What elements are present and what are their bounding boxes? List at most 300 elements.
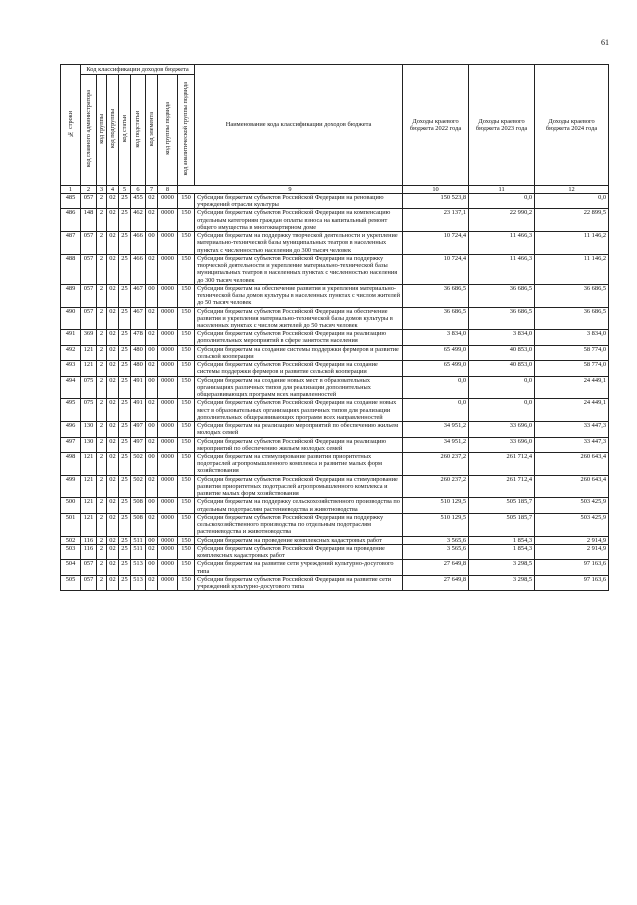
code-cell: 2: [97, 399, 107, 422]
code-cell: 467: [131, 284, 146, 307]
code-cell: 150: [178, 399, 195, 422]
code-cell: 150: [178, 575, 195, 590]
code-cell: 2: [97, 498, 107, 513]
year-2022-header: Доходы краевого бюджета 2022 года: [403, 65, 469, 186]
code-cell: 02: [107, 307, 119, 330]
amount-cell: 0,0: [469, 376, 535, 399]
code-cell: 02: [107, 560, 119, 575]
code-cell: 2: [97, 376, 107, 399]
row-number: 489: [61, 284, 81, 307]
revenue-name: Субсидии бюджетам субъектов Российской Федерации на обеспечение развития и укрепления материально-технической базы домов культуры в населенных пунктах с числом жителей до 50 тысяч человек: [195, 307, 403, 330]
code-cell: 02: [107, 475, 119, 498]
code-cell: 497: [131, 437, 146, 452]
code-cell: 2: [97, 307, 107, 330]
amount-cell: 1 854,3: [469, 536, 535, 544]
revenue-name: Субсидии бюджетам субъектов Российской Федерации на создание системы поддержки фермеров и развитие сельской кооперации: [195, 361, 403, 376]
code-cell: 25: [119, 194, 131, 209]
row-number: 496: [61, 422, 81, 437]
amount-cell: 2 914,9: [535, 536, 609, 544]
code-cell: 0000: [158, 437, 178, 452]
code-cell: 150: [178, 361, 195, 376]
code-cell: 462: [131, 209, 146, 232]
amount-cell: 33 696,0: [469, 422, 535, 437]
code-cell: 2: [97, 194, 107, 209]
code-cell: 2: [97, 284, 107, 307]
table-row: [61, 232, 609, 255]
code-cell: 150: [178, 452, 195, 475]
code-cell: 116: [81, 536, 97, 544]
code-cell: 25: [119, 536, 131, 544]
row-number: 495: [61, 399, 81, 422]
code-cell: 0000: [158, 194, 178, 209]
amount-cell: 3 298,5: [469, 575, 535, 590]
amount-cell: 3 834,0: [403, 330, 469, 345]
code-cell: 116: [81, 544, 97, 559]
code-cell: 25: [119, 361, 131, 376]
code-cell: 075: [81, 376, 97, 399]
amount-cell: 58 774,0: [535, 361, 609, 376]
amount-cell: 11 466,3: [469, 254, 535, 284]
code-cell: 02: [146, 513, 158, 536]
code-cell: 121: [81, 475, 97, 498]
table-row: [61, 376, 609, 399]
amount-cell: 0,0: [469, 194, 535, 209]
amount-cell: 510 129,5: [403, 513, 469, 536]
table-row: [61, 475, 609, 498]
code-cell: 02: [146, 361, 158, 376]
code-cell: 00: [146, 560, 158, 575]
code-cell: 2: [97, 422, 107, 437]
code-cell: 2: [97, 361, 107, 376]
revenue-name: Субсидии бюджетам субъектов Российской Федерации на компенсацию отдельным категориям граждан оплаты взноса на капитальный ремонт общего имущества в многоквартирном доме: [195, 209, 403, 232]
code-cell: 0000: [158, 345, 178, 360]
code-cell: 02: [146, 399, 158, 422]
code-cell: 369: [81, 330, 97, 345]
table-row: [61, 437, 609, 452]
amount-cell: 3 565,6: [403, 544, 469, 559]
amount-cell: 97 163,6: [535, 560, 609, 575]
row-number: 500: [61, 498, 81, 513]
revenue-name: Субсидии бюджетам на поддержку сельскохозяйственного производства по отдельным подотраслям растениеводства и животноводства: [195, 498, 403, 513]
code-cell: 02: [107, 575, 119, 590]
amount-cell: 36 686,5: [469, 284, 535, 307]
code-cell: 466: [131, 232, 146, 255]
table-row: [61, 560, 609, 575]
code-cell: 2: [97, 437, 107, 452]
code-cell: 02: [146, 437, 158, 452]
code-cell: 02: [107, 422, 119, 437]
code-cell: 02: [107, 437, 119, 452]
amount-cell: 36 686,5: [535, 284, 609, 307]
amount-cell: 503 425,9: [535, 498, 609, 513]
code-cell: 0000: [158, 361, 178, 376]
amount-cell: 36 686,5: [403, 284, 469, 307]
code-cell: 121: [81, 345, 97, 360]
code-cell: 25: [119, 498, 131, 513]
code-cell: 25: [119, 330, 131, 345]
row-number: 488: [61, 254, 81, 284]
code-cell: 2: [97, 536, 107, 544]
code-cell: 466: [131, 254, 146, 284]
code-cell: 150: [178, 376, 195, 399]
code-cell: 02: [107, 399, 119, 422]
code-cell: 2: [97, 254, 107, 284]
column-number: 3: [97, 186, 107, 194]
name-header: Наименование кода классификации доходов бюджета: [195, 65, 403, 186]
code-header: код группы: [97, 75, 107, 186]
code-cell: 130: [81, 437, 97, 452]
column-number: 7: [146, 186, 158, 194]
code-cell: 25: [119, 544, 131, 559]
code-header: код группы подвида: [158, 75, 178, 186]
row-number: 499: [61, 475, 81, 498]
code-cell: 0000: [158, 513, 178, 536]
amount-cell: 65 499,0: [403, 345, 469, 360]
code-cell: 00: [146, 284, 158, 307]
code-cell: 502: [131, 452, 146, 475]
code-cell: 0000: [158, 498, 178, 513]
amount-cell: 33 447,3: [535, 422, 609, 437]
amount-cell: 27 649,8: [403, 575, 469, 590]
code-cell: 455: [131, 194, 146, 209]
code-cell: 02: [107, 361, 119, 376]
code-cell: 075: [81, 399, 97, 422]
code-cell: 150: [178, 209, 195, 232]
code-cell: 25: [119, 399, 131, 422]
code-cell: 00: [146, 345, 158, 360]
column-number: 10: [403, 186, 469, 194]
code-cell: 02: [146, 254, 158, 284]
amount-cell: 36 686,5: [403, 307, 469, 330]
code-cell: 0000: [158, 544, 178, 559]
amount-cell: 3 834,0: [535, 330, 609, 345]
table-row: [61, 194, 609, 209]
amount-cell: 36 686,5: [535, 307, 609, 330]
column-number: 2: [81, 186, 97, 194]
code-cell: 2: [97, 560, 107, 575]
row-number-header: № строки: [61, 65, 81, 186]
amount-cell: 36 686,5: [469, 307, 535, 330]
code-cell: 497: [131, 422, 146, 437]
amount-cell: 34 951,2: [403, 437, 469, 452]
table-row: [61, 498, 609, 513]
code-cell: 25: [119, 307, 131, 330]
code-cell: 00: [146, 422, 158, 437]
code-cell: 02: [146, 544, 158, 559]
amount-cell: 1 854,3: [469, 544, 535, 559]
column-number: 1: [61, 186, 81, 194]
code-cell: 25: [119, 475, 131, 498]
code-cell: 02: [107, 254, 119, 284]
code-cell: 150: [178, 284, 195, 307]
code-cell: 0000: [158, 475, 178, 498]
code-cell: 508: [131, 513, 146, 536]
code-cell: 057: [81, 254, 97, 284]
code-cell: 25: [119, 575, 131, 590]
amount-cell: 10 724,4: [403, 232, 469, 255]
code-cell: 478: [131, 330, 146, 345]
year-2023-header: Доходы краевого бюджета 2023 года: [469, 65, 535, 186]
table-row: [61, 307, 609, 330]
page-number: 61: [601, 38, 609, 47]
code-cell: 00: [146, 536, 158, 544]
code-cell: 02: [107, 376, 119, 399]
code-cell: 508: [131, 498, 146, 513]
code-cell: 0000: [158, 575, 178, 590]
code-cell: 02: [146, 194, 158, 209]
row-number: 503: [61, 544, 81, 559]
code-cell: 2: [97, 513, 107, 536]
code-cell: 150: [178, 475, 195, 498]
code-cell: 121: [81, 361, 97, 376]
code-cell: 00: [146, 452, 158, 475]
code-cell: 057: [81, 560, 97, 575]
code-cell: 00: [146, 498, 158, 513]
code-cell: 150: [178, 437, 195, 452]
code-cell: 02: [146, 575, 158, 590]
revenue-name: Субсидии бюджетам на поддержку творческой деятельности и укрепление материально-технической базы муниципальных театров в населенных пунктах с численностью населения до 300 тысяч человек: [195, 232, 403, 255]
code-cell: 057: [81, 307, 97, 330]
code-cell: 02: [107, 544, 119, 559]
row-number: 490: [61, 307, 81, 330]
code-cell: 150: [178, 536, 195, 544]
revenue-name: Субсидии бюджетам субъектов Российской Федерации на создание новых мест в образовательных организациях различных типов для реализации дополнительных общеразвивающих программ всех направленностей: [195, 399, 403, 422]
code-cell: 511: [131, 544, 146, 559]
amount-cell: 10 724,4: [403, 254, 469, 284]
table-row: [61, 361, 609, 376]
revenue-name: Субсидии бюджетам на создание системы поддержки фермеров и развитие сельской кооперации: [195, 345, 403, 360]
code-cell: 150: [178, 194, 195, 209]
row-number: 485: [61, 194, 81, 209]
code-cell: 02: [107, 536, 119, 544]
row-number: 492: [61, 345, 81, 360]
revenue-name: Субсидии бюджетам субъектов Российской Федерации на реновацию учреждений отрасли культуры: [195, 194, 403, 209]
code-cell: 25: [119, 232, 131, 255]
code-cell: 150: [178, 544, 195, 559]
code-cell: 0000: [158, 560, 178, 575]
code-cell: 130: [81, 422, 97, 437]
code-cell: 148: [81, 209, 97, 232]
code-cell: 0000: [158, 399, 178, 422]
revenue-name: Субсидии бюджетам субъектов Российской Федерации на поддержку сельскохозяйственного производства по отдельным подотраслям растениеводства и животноводства: [195, 513, 403, 536]
code-cell: 02: [107, 513, 119, 536]
code-cell: 121: [81, 513, 97, 536]
code-cell: 00: [146, 376, 158, 399]
code-header: код подстатьи: [131, 75, 146, 186]
code-cell: 057: [81, 284, 97, 307]
code-cell: 121: [81, 452, 97, 475]
code-cell: 0000: [158, 376, 178, 399]
amount-cell: 3 298,5: [469, 560, 535, 575]
amount-cell: 510 129,5: [403, 498, 469, 513]
column-number: 8: [158, 186, 178, 194]
code-cell: 25: [119, 345, 131, 360]
row-number: 487: [61, 232, 81, 255]
revenue-name: Субсидии бюджетам субъектов Российской Федерации на проведение комплексных кадастровых работ: [195, 544, 403, 559]
code-cell: 02: [107, 330, 119, 345]
row-number: 497: [61, 437, 81, 452]
code-cell: 0000: [158, 307, 178, 330]
code-cell: 2: [97, 475, 107, 498]
revenue-name: Субсидии бюджетам субъектов Российской Федерации на стимулирование развития приоритетных подотраслей агропромышленного комплекса и развитие малых форм хозяйствования: [195, 475, 403, 498]
table-row: [61, 575, 609, 590]
row-number: 502: [61, 536, 81, 544]
amount-cell: 0,0: [469, 399, 535, 422]
column-number: 5: [119, 186, 131, 194]
amount-cell: 24 449,1: [535, 376, 609, 399]
amount-cell: 3 565,6: [403, 536, 469, 544]
code-header: код главного администратора: [81, 75, 97, 186]
revenue-name: Субсидии бюджетам на проведение комплексных кадастровых работ: [195, 536, 403, 544]
row-number: 486: [61, 209, 81, 232]
amount-cell: 11 146,2: [535, 232, 609, 255]
row-number: 505: [61, 575, 81, 590]
table-row: [61, 254, 609, 284]
code-cell: 0000: [158, 452, 178, 475]
year-2024-header: Доходы краевого бюджета 2024 года: [535, 65, 609, 186]
code-header: код аналитической группы подвида: [178, 75, 195, 186]
revenue-name: Субсидии бюджетам на реализацию мероприятий по обеспечению жильем молодых семей: [195, 422, 403, 437]
code-cell: 25: [119, 254, 131, 284]
revenue-name: Субсидии бюджетам на создание новых мест в образовательных организациях различных типов для реализации дополнительных общеразвивающих программ всех направленностей: [195, 376, 403, 399]
code-cell: 2: [97, 345, 107, 360]
code-cell: 511: [131, 536, 146, 544]
amount-cell: 11 146,2: [535, 254, 609, 284]
code-cell: 02: [107, 345, 119, 360]
code-cell: 057: [81, 575, 97, 590]
code-cell: 150: [178, 513, 195, 536]
code-cell: 25: [119, 284, 131, 307]
budget-revenue-table: [60, 64, 609, 591]
row-number: 501: [61, 513, 81, 536]
column-number: 4: [107, 186, 119, 194]
amount-cell: 150 523,8: [403, 194, 469, 209]
code-cell: 0000: [158, 330, 178, 345]
code-cell: 02: [146, 330, 158, 345]
code-cell: 150: [178, 345, 195, 360]
code-cell: 25: [119, 437, 131, 452]
code-cell: 25: [119, 513, 131, 536]
revenue-name: Субсидии бюджетам субъектов Российской Федерации на реализацию мероприятий по обеспечению жильем молодых семей: [195, 437, 403, 452]
amount-cell: 40 853,0: [469, 361, 535, 376]
code-cell: 02: [146, 209, 158, 232]
code-cell: 25: [119, 376, 131, 399]
amount-cell: 260 237,2: [403, 452, 469, 475]
code-cell: 0000: [158, 254, 178, 284]
amount-cell: 65 499,0: [403, 361, 469, 376]
classification-group-header: Код классификации доходов бюджета: [81, 65, 195, 75]
amount-cell: 0,0: [403, 399, 469, 422]
amount-cell: 503 425,9: [535, 513, 609, 536]
amount-cell: 11 466,3: [469, 232, 535, 255]
row-number: 491: [61, 330, 81, 345]
amount-cell: 505 185,7: [469, 513, 535, 536]
code-cell: 0000: [158, 536, 178, 544]
code-cell: 02: [107, 194, 119, 209]
amount-cell: 260 643,4: [535, 475, 609, 498]
code-cell: 2: [97, 330, 107, 345]
code-cell: 25: [119, 452, 131, 475]
amount-cell: 33 696,0: [469, 437, 535, 452]
code-cell: 480: [131, 345, 146, 360]
code-cell: 502: [131, 475, 146, 498]
column-number: 6: [131, 186, 146, 194]
revenue-name: Субсидии бюджетам на развитие сети учреждений культурно-досугового типа: [195, 560, 403, 575]
revenue-name: Субсидии бюджетам субъектов Российской Федерации на развитие сети учреждений культурно-досугового типа: [195, 575, 403, 590]
code-cell: 2: [97, 232, 107, 255]
code-cell: 00: [146, 232, 158, 255]
amount-cell: 58 774,0: [535, 345, 609, 360]
table-row: [61, 330, 609, 345]
amount-cell: 3 834,0: [469, 330, 535, 345]
code-cell: 513: [131, 575, 146, 590]
amount-cell: 261 712,4: [469, 475, 535, 498]
amount-cell: 22 990,2: [469, 209, 535, 232]
amount-cell: 27 649,8: [403, 560, 469, 575]
amount-cell: 0,0: [403, 376, 469, 399]
row-number: 498: [61, 452, 81, 475]
table-row: [61, 422, 609, 437]
code-cell: 25: [119, 422, 131, 437]
code-cell: 02: [107, 232, 119, 255]
amount-cell: 33 447,3: [535, 437, 609, 452]
amount-cell: 260 237,2: [403, 475, 469, 498]
code-cell: 2: [97, 575, 107, 590]
code-cell: 02: [107, 284, 119, 307]
amount-cell: 97 163,6: [535, 575, 609, 590]
row-number: 494: [61, 376, 81, 399]
code-cell: 150: [178, 560, 195, 575]
code-cell: 513: [131, 560, 146, 575]
code-cell: 491: [131, 399, 146, 422]
code-cell: 057: [81, 232, 97, 255]
code-cell: 02: [107, 209, 119, 232]
column-number: 9: [178, 186, 403, 194]
code-cell: 0000: [158, 209, 178, 232]
code-cell: 150: [178, 232, 195, 255]
revenue-name: Субсидии бюджетам на стимулирование развития приоритетных подотраслей агропромышленного комплекса и развитие малых форм хозяйствования: [195, 452, 403, 475]
table-row: [61, 284, 609, 307]
row-number: 493: [61, 361, 81, 376]
amount-cell: 34 951,2: [403, 422, 469, 437]
table-row: [61, 209, 609, 232]
code-cell: 02: [107, 498, 119, 513]
row-number: 504: [61, 560, 81, 575]
amount-cell: 0,0: [535, 194, 609, 209]
revenue-name: Субсидии бюджетам субъектов Российской Федерации на поддержку творческой деятельности и укрепление материально-технической базы муниципальных театров в населенных пунктах с численностью населения до 300 тысяч человек: [195, 254, 403, 284]
code-cell: 150: [178, 422, 195, 437]
amount-cell: 2 914,9: [535, 544, 609, 559]
code-cell: 02: [146, 475, 158, 498]
code-header: код подгруппы: [107, 75, 119, 186]
code-cell: 480: [131, 361, 146, 376]
amount-cell: 23 137,1: [403, 209, 469, 232]
code-cell: 150: [178, 330, 195, 345]
code-cell: 2: [97, 209, 107, 232]
amount-cell: 260 643,4: [535, 452, 609, 475]
code-cell: 491: [131, 376, 146, 399]
amount-cell: 261 712,4: [469, 452, 535, 475]
table-row: [61, 544, 609, 559]
table-row: [61, 536, 609, 544]
amount-cell: 40 853,0: [469, 345, 535, 360]
amount-cell: 505 185,7: [469, 498, 535, 513]
amount-cell: 22 899,5: [535, 209, 609, 232]
code-cell: 057: [81, 194, 97, 209]
amount-cell: 24 449,1: [535, 399, 609, 422]
code-cell: 150: [178, 307, 195, 330]
code-cell: 150: [178, 254, 195, 284]
